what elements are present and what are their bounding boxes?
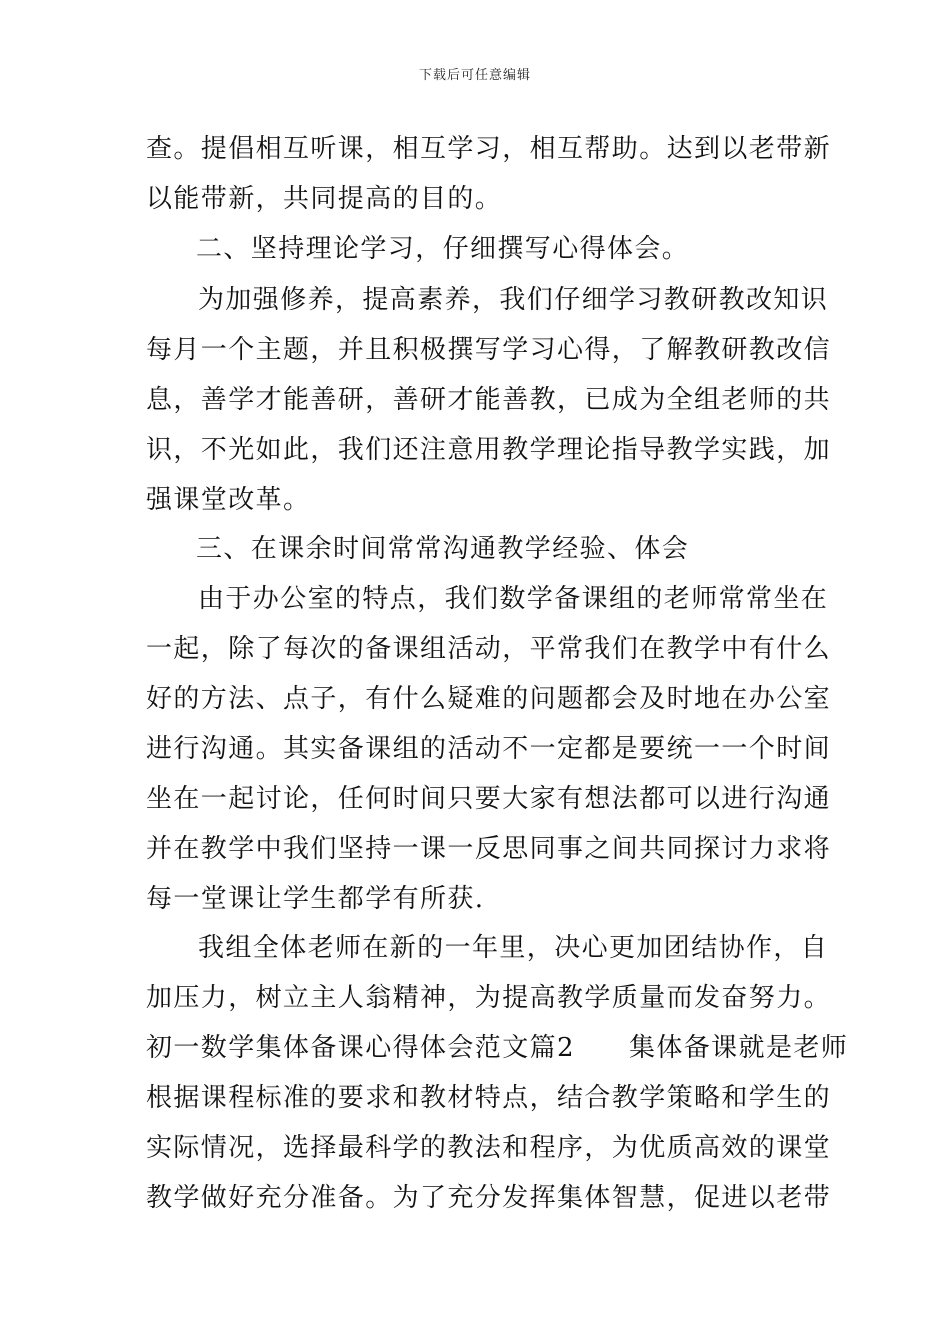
text-line: 根据课程标准的要求和教材特点，结合教学策略和学生的 (146, 1083, 832, 1113)
text-line: 息，善学才能善研，善研才能善教，已成为全组老师的共 (146, 385, 832, 415)
text-line: 并在教学中我们坚持一课一反思同事之间共同探讨力求将 (146, 834, 832, 864)
article-title: 初一数学集体备课心得体会范文篇2 (146, 1033, 575, 1063)
text-line: 每一堂课让学生都学有所获. (146, 884, 485, 914)
page-header: 下载后可任意编辑 (418, 68, 531, 83)
section-heading: 三、在课余时间常常沟通教学经验、体会 (196, 534, 690, 564)
text-line: 强课堂改革。 (146, 485, 311, 515)
text-line: 识，不光如此，我们还注意用教学理论指导教学实践，加 (146, 435, 832, 465)
text-line: 实际情况，选择最科学的教法和程序，为优质高效的课堂 (146, 1133, 832, 1163)
text-line: 我组全体老师在新的一年里，决心更加团结协作，自 (198, 933, 829, 963)
text-line: 为加强修养，提高素养，我们仔细学习教研教改知识 (198, 285, 829, 315)
text-line: 每月一个主题，并且积极撰写学习心得，了解教研教改信 (146, 335, 832, 365)
article-title-line (146, 1033, 848, 1063)
text-line: 教学做好充分准备。为了充分发挥集体智慧，促进以老带 (146, 1183, 832, 1213)
text-line: 进行沟通。其实备课组的活动不一定都是要统一一个时间 (146, 734, 832, 764)
inline-text: 集体备课就是老师 (628, 1033, 849, 1063)
text-line: 以能带新，共同提高的目的。 (146, 184, 503, 214)
text-line: 坐在一起讨论，任何时间只要大家有想法都可以进行沟通 (146, 784, 832, 814)
text-line: 由于办公室的特点，我们数学备课组的老师常常坐在 (198, 584, 829, 614)
text-line: 好的方法、点子，有什么疑难的问题都会及时地在办公室 (146, 684, 832, 714)
section-heading: 二、坚持理论学习，仔细撰写心得体会。 (196, 234, 690, 264)
text-line: 加压力，树立主人翁精神，为提高教学质量而发奋努力。 (146, 983, 832, 1013)
text-line: 一起，除了每次的备课组活动，平常我们在教学中有什么 (146, 634, 832, 664)
text-line: 查。提倡相互听课，相互学习，相互帮助。达到以老带新 (146, 134, 832, 164)
